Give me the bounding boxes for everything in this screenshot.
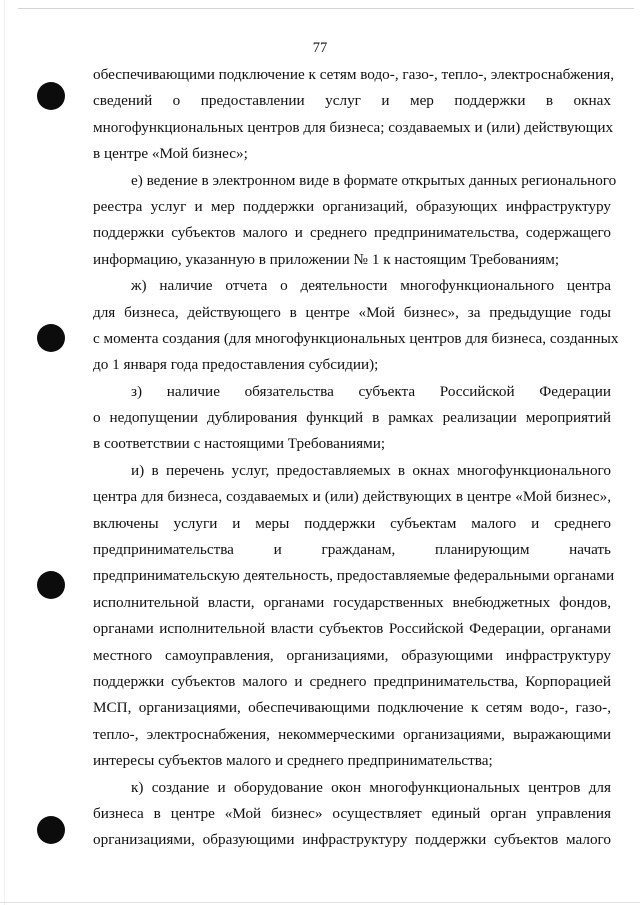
punch-hole-4 bbox=[37, 816, 65, 844]
text-line: включены услуги и меры поддержки субъектам малого и среднего bbox=[93, 514, 611, 532]
text-line: с момента создания (для многофункциональных центров для бизнеса, созданных bbox=[93, 329, 619, 347]
text-line: обеспечивающими подключение к сетям водо-, газо-, тепло-, электроснабжения, bbox=[93, 66, 615, 83]
text-line: о недопущении дублирования функций в рамках реализации мероприятий bbox=[93, 409, 611, 427]
punch-hole-1 bbox=[37, 82, 65, 110]
text-line: предпринимательскую деятельность, предоставляемые федеральными органами bbox=[93, 567, 615, 585]
punch-hole-3 bbox=[37, 571, 65, 599]
text-line: з) наличие обязательства субъекта Российской Федерации bbox=[131, 382, 611, 400]
text-line: к) создание и оборудование окон многофункциональных центров для bbox=[131, 778, 611, 796]
text-line: предпринимательства и гражданам, планирующим начать bbox=[93, 541, 611, 559]
text-line: исполнительной власти, органами государственных внебюджетных фондов, bbox=[93, 593, 611, 611]
text-line: МСП, организациями, обеспечивающими подключение к сетям водо-, газо-, bbox=[93, 699, 611, 717]
scan-left-edge bbox=[4, 0, 5, 905]
text-line: е) ведение в электронном виде в формате открытых данных регионального bbox=[131, 171, 617, 189]
text-line: для бизнеса, действующего в центре «Мой бизнес», за предыдущие годы bbox=[93, 303, 611, 321]
text-line: организациями, образующими инфраструктуру поддержки субъектов малого bbox=[93, 831, 611, 849]
page-number: 77 bbox=[312, 40, 328, 56]
body-text bbox=[93, 62, 619, 854]
text-line: интересы субъектов малого и среднего предпринимательства; bbox=[93, 752, 493, 770]
text-line: органами исполнительной власти субъектов Российской Федерации, органами bbox=[93, 620, 611, 638]
text-line: местного самоуправления, организациями, образующими инфраструктуру bbox=[93, 646, 611, 664]
text-line: реестра услуг и мер поддержки организаций, образующих инфраструктуру bbox=[93, 197, 611, 215]
text-line: сведений о предоставлении услуг и мер поддержки в окнах bbox=[93, 92, 611, 110]
text-line: поддержки субъектов малого и среднего предпринимательства, содержащего bbox=[93, 224, 611, 242]
text-line: бизнеса в центре «Мой бизнес» осуществляет единый орган управления bbox=[93, 804, 611, 822]
text-line: в центре «Мой бизнес»; bbox=[93, 145, 248, 163]
text-line: тепло-, электроснабжения, некоммерческими организациями, выражающими bbox=[93, 725, 611, 743]
text-line: и) в перечень услуг, предоставляемых в окнах многофункционального bbox=[131, 461, 611, 479]
text-line: до 1 января года предоставления субсидии); bbox=[93, 356, 379, 374]
punch-hole-2 bbox=[37, 324, 65, 352]
text-line: информацию, указанную в приложении № 1 к настоящим Требованиям; bbox=[93, 250, 560, 268]
text-line: ж) наличие отчета о деятельности многофункционального центра bbox=[131, 277, 611, 295]
scan-top-edge bbox=[18, 8, 634, 9]
scan-bottom-edge bbox=[0, 902, 640, 903]
text-line: поддержки субъектов малого и среднего предпринимательства, Корпорацией bbox=[93, 672, 611, 690]
text-line: в соответствии с настоящими Требованиями; bbox=[93, 435, 386, 453]
text-line: многофункциональных центров для бизнеса; создаваемых и (или) действующих bbox=[93, 118, 614, 136]
text-line: центра для бизнеса, создаваемых и (или) действующих в центре «Мой бизнес», bbox=[93, 488, 611, 506]
